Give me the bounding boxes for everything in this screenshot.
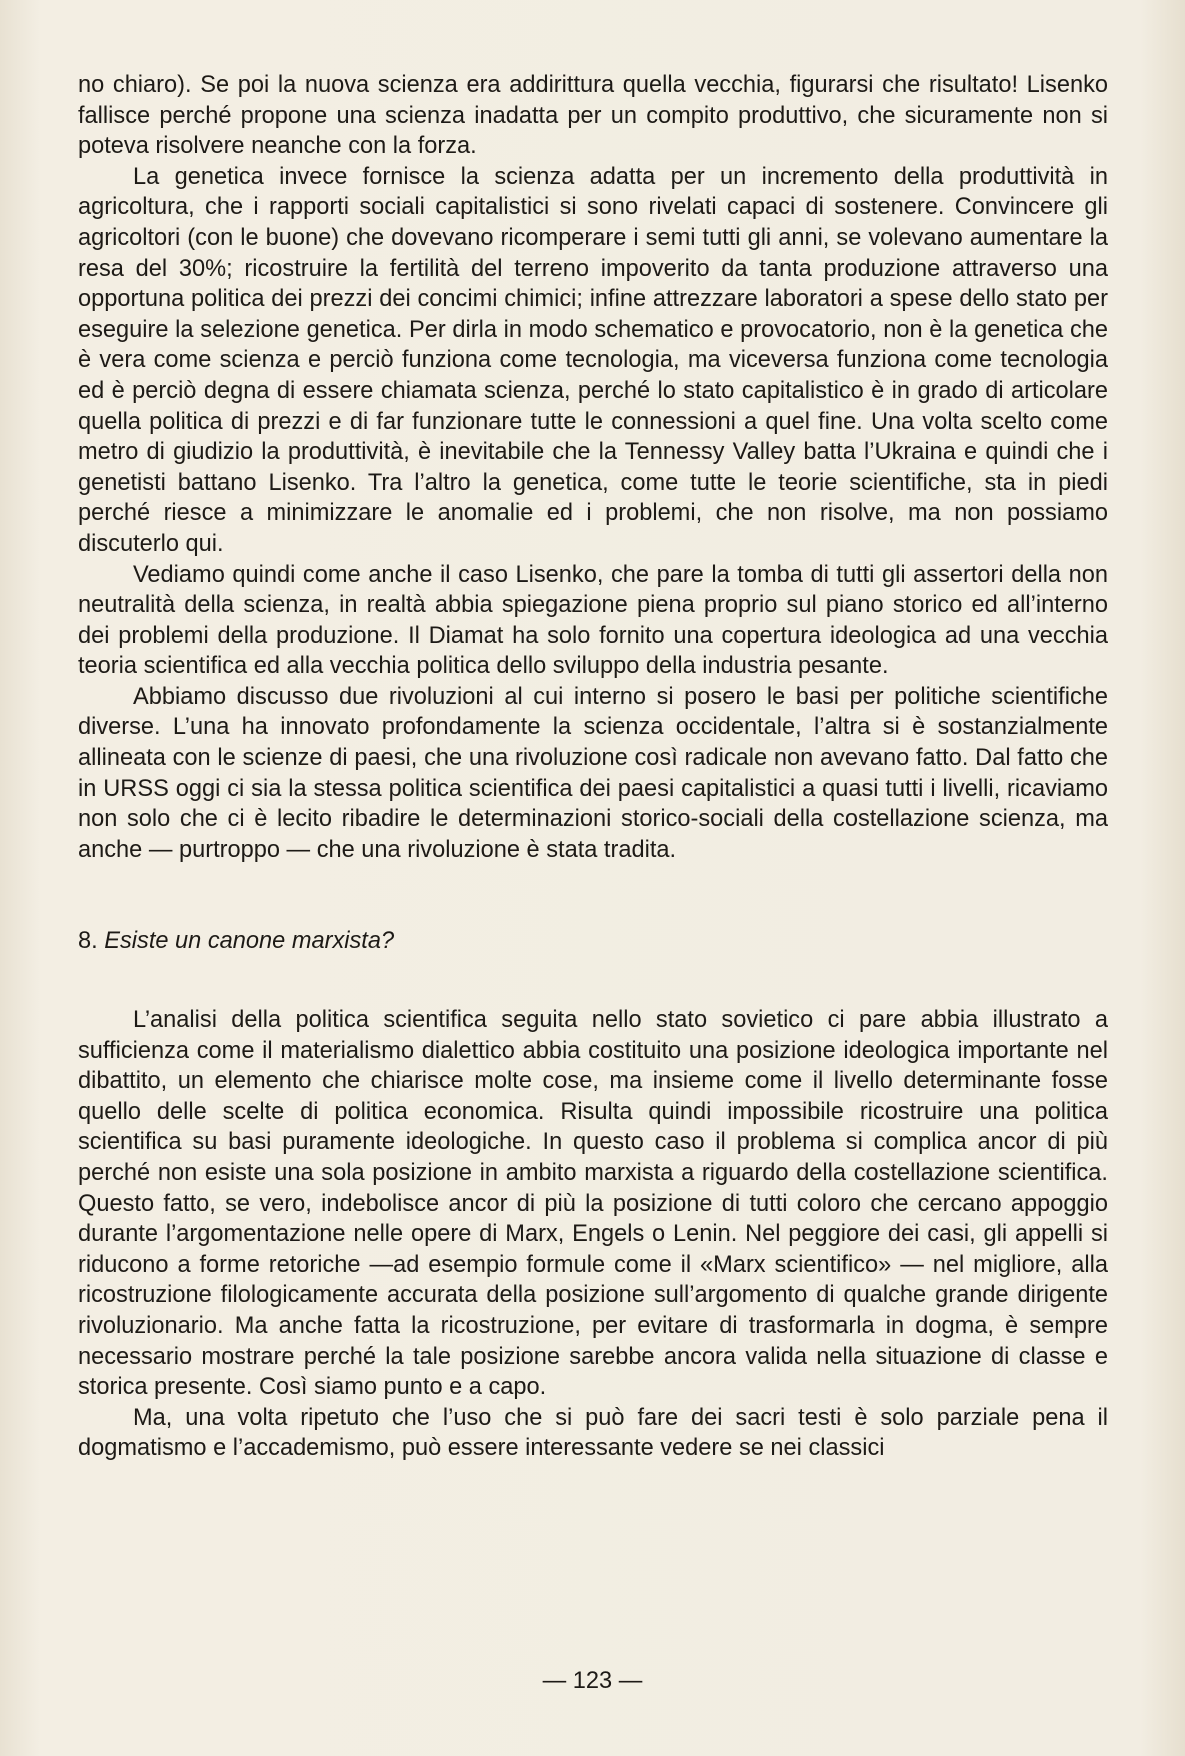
paragraph: Ma, una volta ripetuto che l’uso che si può fare dei sacri testi è solo parziale pena il dogmatismo e l’accademismo, può essere interessante vedere se nei classici (78, 1404, 1108, 1462)
page-number: — 123 — (542, 1668, 643, 1694)
paragraph: L’analisi della politica scientifica seguita nello stato sovietico ci pare abbia illustrato a sufficienza come il materialismo dialettico abbia costituito una posizione ideologica importante nel dibattito, un elemento che chiarisce molte cose, ma insieme come il livello determinante fosse quello delle scelte di politica economica. Risulta quindi impossibile ricostruire una politica scientifica su basi puramente ideologiche. In questo caso il problema si complica ancor di più perché non esiste una sola posizione in ambito marxista a riguardo della costellazione scientifica. Questo fatto, se vero, indebolisce ancor di più la posizione di tutti coloro che cercano appoggio durante l’argomentazione nelle opere di Marx, Engels o Lenin. Nel peggiore dei casi, gli appelli si riducono a forme retoriche —ad esempio formule come il «Marx scientifico» — nel migliore, alla ricostruzione filologicamente accurata della posizione sull’argomento di qualche grande dirigente rivoluzionario. Ma anche fatta la ricostruzione, per evitare di trasformarla in dogma, è sempre necessario mostrare perché la tale posizione sarebbe ancora valida nella situazione di classe e storica presente. Così siamo punto e a capo. (78, 1007, 1108, 1401)
paragraph: Vediamo quindi come anche il caso Lisenko, che pare la tomba di tutti gli assertori della non neutralità della scienza, in realtà abbia spiegazione piena proprio sul piano storico ed all’interno dei problemi della produzione. Il Diamat ha solo fornito una copertura ideologica ad una vecchia teoria scientifica ed alla vecchia politica dello sviluppo della industria pesante. (78, 561, 1108, 680)
section-title: Esiste un canone marxista? (104, 928, 395, 955)
section-number: 8. (78, 928, 98, 955)
paragraph: Abbiamo discusso due rivoluzioni al cui interno si posero le basi per politiche scientifiche diverse. L’una ha innovato profondamente la scienza occidentale, l’altra si è sostanzialmente allineata con le scienze di paesi, che una rivoluzione così radicale non avevano fatto. Dal fatto che in URSS oggi ci sia la stessa politica scientifica dei paesi capitalistici a quasi tutti i livelli, ricaviamo non solo che ci è lecito ribadire le determinazioni storico-sociali della costellazione scienza, ma anche — purtroppo — che una rivoluzione è stata tradita. (78, 683, 1108, 863)
body-text (78, 70, 1108, 1464)
section-heading (78, 926, 1108, 957)
paragraph: La genetica invece fornisce la scienza adatta per un incremento della produttività in agricoltura, che i rapporti sociali capitalistici si sono rivelati capaci di sostenere. Convincere gli agricoltori (con le buone) che dovevano ricomperare i semi tutti gli anni, se volevano aumentare la resa del 30%; ricostruire la fertilità del terreno impoverito da tanta produzione attraverso una opportuna politica dei prezzi dei concimi chimici; infine attrezzare laboratori a spese dello stato per eseguire la selezione genetica. Per dirla in modo schematico e provocatorio, non è la genetica che è vera come scienza e perciò funziona come tecnologia, ma viceversa funziona come tecnologia ed è perciò degna di essere chiamata scienza, perché lo stato capitalistico è in grado di articolare quella politica di prezzi e di far funzionare tutte le connessioni a quel fine. Una volta scelto come metro di giudizio la produttività, è inevitabile che la Tennessy Valley batta l’Ukraina e quindi che i genetisti battano Lisenko. Tra l’altro la genetica, come tutte le teorie scientifiche, sta in piedi perché riesce a minimizzare le anomalie ed i problemi, che non risolve, ma non possiamo discuterlo qui. (78, 163, 1108, 557)
paragraph: no chiaro). Se poi la nuova scienza era addirittura quella vecchia, figurarsi che risultato! Lisenko fallisce perché propone una scienza inadatta per un compito produttivo, che sicuramente non si poteva risolvere neanche con la forza. (78, 72, 1108, 160)
